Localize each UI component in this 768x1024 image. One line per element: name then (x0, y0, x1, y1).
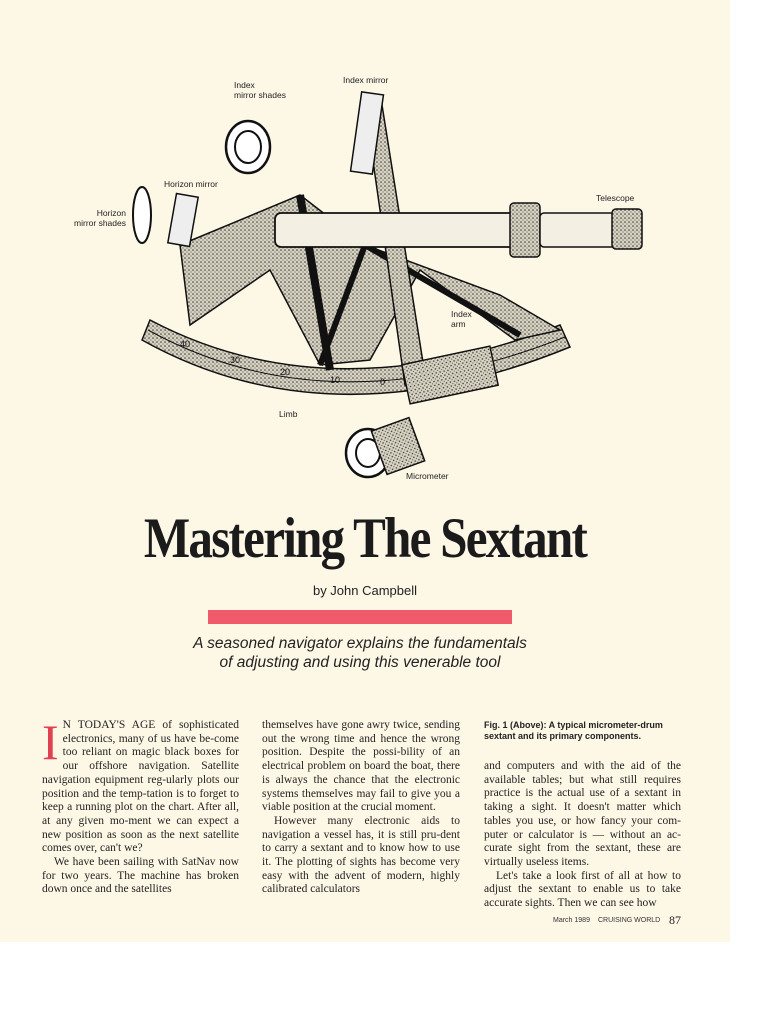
label-index-mirror-shades: Index mirror shades (234, 80, 286, 100)
article-subtitle: A seasoned navigator explains the fundamentals of adjusting and using this venerable tool (193, 635, 527, 671)
scale-mark: 10 (330, 375, 341, 385)
label-index-mirror: Index mirror (343, 75, 389, 85)
label-micrometer: Micrometer (406, 471, 449, 481)
label-index-arm: Index arm (451, 309, 472, 329)
scale-mark: 30 (230, 355, 241, 365)
drop-cap: I (42, 714, 59, 770)
body-column-3 (484, 760, 681, 911)
paragraph: and computers and with the aid of the available tables; but what still requires practice is the actual use of a sextant in taking a sight. It doesn't matter which tables you use, or how fancy your com-puter or calculator is — without an ac-curate sight from the sextant, these are virtually useless items. (484, 760, 681, 868)
label-limb: Limb (279, 409, 298, 419)
body-column-2 (262, 719, 460, 897)
sextant-illustration (120, 85, 650, 485)
paragraph: However many electronic aids to navigation a vessel has, it is still pru-dent to carry a sextant and to know how to use it. The plotting of sights has become very easy with the advent of modern, highly calibrated calculators (262, 814, 460, 896)
footer-magazine: CRUISING WORLD (598, 917, 661, 924)
paragraph: We have been sailing with SatNav now for two years. The machine has broken down once and the satellites (42, 856, 239, 896)
figure-caption: Fig. 1 (Above): A typical micrometer-drum sextant and its primary components. (484, 720, 663, 741)
paragraph: N TODAY'S AGE of sophisticated electronics, many of us have be-come too reliant on magic black boxes for our offshore navigation. Satellite navigation equipment reg-ularly plots our position and the temp-tation is to forget to keep a running plot on the chart. After all, at any given mo-ment we can expect a new position as soon as the next satellite comes over, can't we? (42, 719, 239, 855)
paragraph: themselves have gone awry twice, sending out the wrong time and hence the wrong position. Despite the possi-bility of an electrical problem on board the boat, there is always the chance that the electronic systems themselves may fail to give you a viable position at the crucial moment. (262, 719, 460, 814)
scale-mark: 40 (180, 339, 191, 349)
scale-mark: 0 (380, 377, 386, 387)
body-column-1 (42, 714, 239, 897)
footer-date: March 1989 (553, 917, 590, 924)
byline: by John Campbell (312, 583, 418, 598)
paragraph: Let's take a look first of all at how to adjust the sextant to enable us to take accurate sights. Then we can see how (484, 869, 681, 910)
red-divider-bar (208, 610, 512, 624)
label-horizon-mirror: Horizon mirror (164, 179, 218, 189)
scale-mark: 20 (280, 367, 291, 377)
label-telescope: Telescope (596, 193, 635, 203)
article-title: Mastering The Sextant (143, 507, 587, 570)
page-number: 87 (669, 913, 681, 927)
label-horizon-mirror-shades: Horizon mirror shades (74, 208, 126, 228)
